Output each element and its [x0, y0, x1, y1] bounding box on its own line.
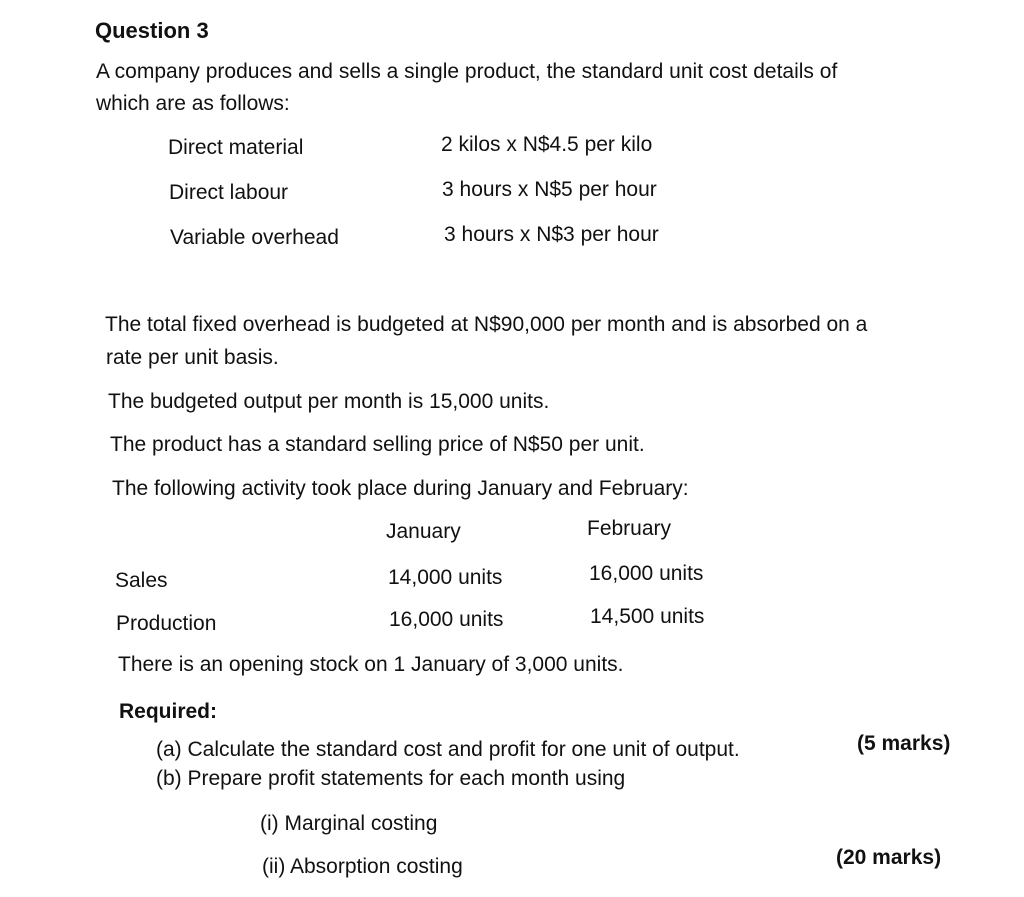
activity-header-january: January — [386, 520, 461, 543]
cost-detail-variable-overhead: 3 hours x N$3 per hour — [444, 223, 659, 246]
required-sub-i: (i) Marginal costing — [260, 812, 438, 835]
cost-item-direct-labour: Direct labour — [169, 181, 289, 204]
required-part-a-marks: (5 marks) — [857, 732, 951, 755]
required-sub-ii: (ii) Absorption costing — [262, 855, 463, 878]
intro-line-1: A company produces and sells a single product, the standard unit cost details of — [96, 60, 838, 83]
required-part-a: (a) Calculate the standard cost and profit for one unit of output. — [156, 738, 740, 761]
required-part-b-marks: (20 marks) — [836, 846, 942, 869]
cost-item-variable-overhead: Variable overhead — [170, 226, 339, 249]
activity-production-february: 14,500 units — [590, 605, 705, 628]
activity-sales-february: 16,000 units — [589, 562, 704, 585]
question-title: Question 3 — [95, 18, 209, 43]
activity-row-label-production: Production — [116, 612, 217, 635]
activity-production-january: 16,000 units — [389, 608, 504, 631]
cost-detail-direct-material: 2 kilos x N$4.5 per kilo — [441, 133, 653, 156]
budgeted-output: The budgeted output per month is 15,000 units. — [108, 390, 550, 413]
activity-row-label-sales: Sales — [115, 569, 168, 592]
fixed-overhead-line-1: The total fixed overhead is budgeted at N$90,000 per month and is absorbed on a — [105, 313, 868, 336]
activity-sales-january: 14,000 units — [388, 566, 503, 589]
cost-item-direct-material: Direct material — [168, 136, 304, 159]
opening-stock: There is an opening stock on 1 January of 3,000 units. — [118, 653, 624, 676]
cost-detail-direct-labour: 3 hours x N$5 per hour — [442, 178, 657, 201]
activity-header-february: February — [587, 517, 672, 540]
activity-intro: The following activity took place during January and February: — [112, 477, 689, 500]
fixed-overhead-line-2: rate per unit basis. — [106, 346, 279, 369]
selling-price: The product has a standard selling price of N$50 per unit. — [110, 433, 645, 456]
intro-line-2: which are as follows: — [96, 92, 290, 115]
required-heading: Required: — [119, 700, 218, 723]
required-part-b: (b) Prepare profit statements for each month using — [156, 767, 626, 790]
